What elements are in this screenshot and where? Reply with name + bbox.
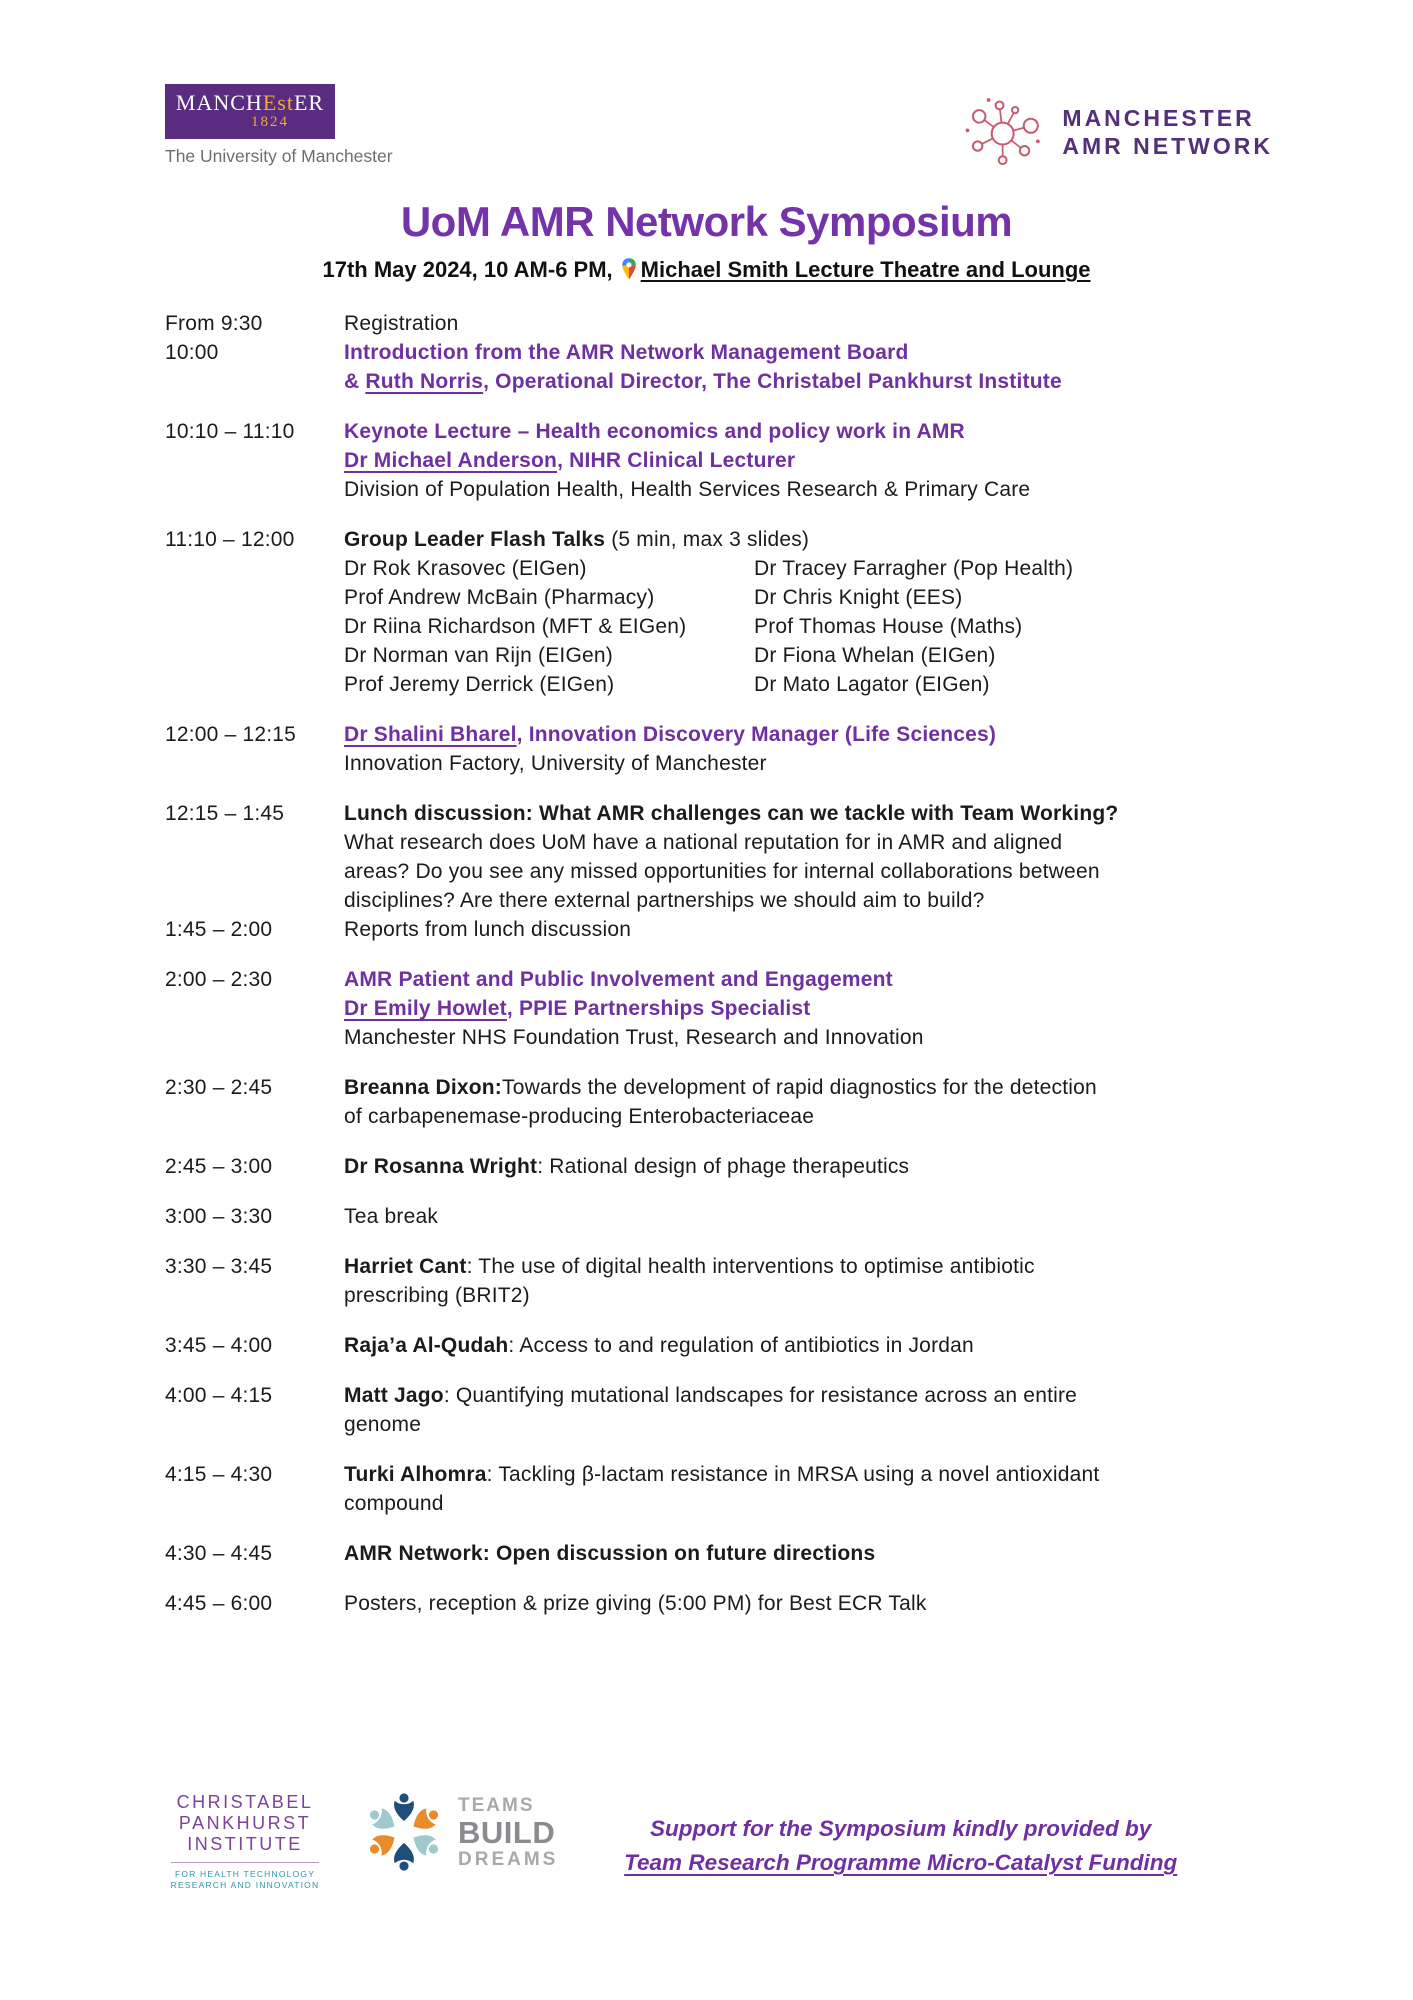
- uom-year: 1824: [251, 114, 289, 130]
- session-text: Innovation Factory, University of Manchester: [344, 752, 767, 775]
- session-text: of carbapenemase-producing Enterobacteriaceae: [344, 1105, 815, 1128]
- session-line: [344, 309, 1234, 338]
- session-text: Manchester NHS Foundation Trust, Research and Innovation: [344, 1026, 924, 1049]
- schedule-row: [165, 915, 1273, 944]
- flash-talks-column: [344, 554, 754, 699]
- session-text: Dr Rosanna Wright: [344, 1155, 538, 1178]
- session-details: [344, 720, 1234, 778]
- session-details: [344, 525, 1234, 699]
- schedule-row: [165, 1252, 1273, 1310]
- amr-wordmark-line2: AMR NETWORK: [1062, 133, 1273, 159]
- session-text: Towards the development of rapid diagnostics for the detection: [502, 1076, 1097, 1099]
- time-slot: 12:00 – 12:15: [165, 723, 297, 746]
- schedule-row: [165, 1202, 1273, 1231]
- time-slot: 11:10 – 12:00: [165, 528, 295, 551]
- session-details: [344, 1152, 1234, 1181]
- amr-network-wordmark: [1062, 104, 1273, 160]
- flash-talk-speaker: Dr Chris Knight (EES): [754, 586, 963, 609]
- session-line: [344, 475, 1234, 504]
- session-text: , NIHR Clinical Lecturer: [557, 449, 796, 472]
- funding-text: Support for the Symposium kindly provided by: [650, 1816, 1152, 1841]
- flash-talk-speaker: Prof Andrew McBain (Pharmacy): [344, 586, 655, 609]
- schedule: [165, 309, 1273, 1618]
- session-line: [344, 1589, 1234, 1618]
- christabel-pankhurst-institute-logo: [150, 1792, 340, 1891]
- session-text: Matt Jago: [344, 1384, 444, 1407]
- session-details: [344, 1381, 1234, 1439]
- session-text: Lunch discussion: What AMR challenges can we tackle with Team Working?: [344, 802, 1119, 825]
- manchester-amr-network-logo: [962, 92, 1273, 172]
- tbd-word-build: BUILD: [458, 1814, 556, 1850]
- session-details: [344, 1073, 1234, 1131]
- session-line: [344, 446, 1234, 475]
- session-line: [344, 828, 1234, 857]
- session-text: (5 min, max 3 slides): [605, 528, 810, 551]
- session-line: [344, 338, 1234, 367]
- session-text: prescribing (BRIT2): [344, 1284, 530, 1307]
- time-slot: 3:00 – 3:30: [165, 1205, 273, 1228]
- session-text: compound: [344, 1492, 444, 1515]
- session-text: Breanna Dixon:: [344, 1076, 502, 1099]
- time-slot: From 9:30: [165, 312, 263, 335]
- cpi-wordmark: [150, 1792, 340, 1855]
- session-text: AMR Patient and Public Involvement and Engagement: [344, 968, 893, 991]
- session-text: , Innovation Discovery Manager (Life Sciences): [516, 723, 997, 746]
- schedule-row: [165, 525, 1273, 699]
- session-text: Reports from lunch discussion: [344, 918, 632, 941]
- session-text: : Tackling β-lactam resistance in MRSA using a novel antioxidant: [486, 1463, 1100, 1486]
- time-slot: 2:45 – 3:00: [165, 1155, 273, 1178]
- flash-talk-speaker: Dr Norman van Rijn (EIGen): [344, 644, 613, 667]
- time-slot: 2:30 – 2:45: [165, 1076, 273, 1099]
- session-line: [344, 1489, 1234, 1518]
- session-details: [344, 309, 1234, 338]
- time-slot: 10:00: [165, 341, 219, 364]
- molecule-network-icon: [962, 92, 1048, 172]
- speaker-link[interactable]: Dr Michael Anderson: [344, 449, 558, 472]
- flash-talk-speaker: Dr Mato Lagator (EIGen): [754, 673, 990, 696]
- session-text: genome: [344, 1413, 422, 1436]
- flash-talk-speaker: Dr Riina Richardson (MFT & EIGen): [344, 615, 687, 638]
- cpi-line3: INSTITUTE: [187, 1834, 303, 1854]
- session-line: [344, 749, 1234, 778]
- session-line: [344, 857, 1234, 886]
- uom-wordmark-post: ER: [293, 90, 325, 115]
- location-link[interactable]: Michael Smith Lecture Theatre and Lounge: [640, 257, 1091, 282]
- schedule-row: [165, 1381, 1273, 1439]
- session-details: [344, 1252, 1234, 1310]
- schedule-row: [165, 1589, 1273, 1618]
- time-slot: 1:45 – 2:00: [165, 918, 273, 941]
- teams-build-dreams-logo: [358, 1786, 558, 1878]
- session-details: [344, 965, 1234, 1052]
- session-text: Tea break: [344, 1205, 439, 1228]
- session-line: [344, 915, 1234, 944]
- uom-wordmark-est: Est: [262, 90, 294, 115]
- cpi-line1: CHRISTABEL: [176, 1792, 314, 1812]
- session-text: : Quantifying mutational landscapes for resistance across an entire: [443, 1384, 1078, 1407]
- flash-talk-speaker: Prof Thomas House (Maths): [754, 615, 1023, 638]
- session-line: [344, 886, 1234, 915]
- session-line: [344, 1281, 1234, 1310]
- session-text: Division of Population Health, Health Services Research & Primary Care: [344, 478, 1031, 501]
- schedule-row: [165, 309, 1273, 338]
- funding-acknowledgement: [558, 1812, 1283, 1880]
- schedule-row: [165, 417, 1273, 504]
- event-datetime: 17th May 2024, 10 AM-6 PM,: [322, 257, 613, 282]
- university-of-manchester-logo: [165, 84, 393, 167]
- session-line: [344, 417, 1234, 446]
- amr-wordmark-line1: MANCHESTER: [1062, 105, 1255, 131]
- flash-talk-speaker: Dr Tracey Farragher (Pop Health): [754, 557, 1074, 580]
- uom-logo-box: [165, 84, 335, 139]
- session-text: Harriet Cant: [344, 1255, 467, 1278]
- session-line: [344, 1410, 1234, 1439]
- header-logos: [0, 0, 1413, 172]
- cpi-subtitle: [150, 1869, 340, 1891]
- page-title: UoM AMR Network Symposium: [400, 198, 1013, 245]
- session-line: [344, 720, 1234, 749]
- speaker-link[interactable]: Dr Emily Howlet: [344, 997, 507, 1020]
- session-text: AMR Network: Open discussion on future directions: [344, 1542, 876, 1565]
- time-slot: 3:30 – 3:45: [165, 1255, 273, 1278]
- session-text: : Access to and regulation of antibiotics in Jordan: [508, 1334, 974, 1357]
- cpi-subtitle-line2: RESEARCH AND INNOVATION: [170, 1880, 320, 1890]
- uom-wordmark-pre: MANCH: [175, 90, 263, 115]
- session-text: disciplines? Are there external partnerships we should aim to build?: [344, 889, 985, 912]
- schedule-row: [165, 1460, 1273, 1518]
- session-text: : The use of digital health interventions to optimise antibiotic: [466, 1255, 1035, 1278]
- funding-link[interactable]: Team Research Programme Micro-Catalyst Funding: [624, 1850, 1178, 1875]
- speaker-link[interactable]: Dr Shalini Bharel: [344, 723, 517, 746]
- time-slot: 4:15 – 4:30: [165, 1463, 273, 1486]
- session-text: &: [344, 370, 366, 393]
- session-details: [344, 915, 1234, 944]
- tbd-word-dreams: DREAMS: [458, 1848, 559, 1870]
- session-line: [344, 1252, 1234, 1281]
- schedule-row: [165, 799, 1273, 915]
- time-slot: 3:45 – 4:00: [165, 1334, 273, 1357]
- teams-build-dreams-icon: [358, 1786, 450, 1878]
- schedule-row: [165, 1331, 1273, 1360]
- session-details: [344, 799, 1234, 915]
- time-slot: 4:00 – 4:15: [165, 1384, 273, 1407]
- session-line: [344, 1202, 1234, 1231]
- time-slot: 2:00 – 2:30: [165, 968, 273, 991]
- session-text: , Operational Director, The Christabel Pankhurst Institute: [483, 370, 1062, 393]
- schedule-row: [165, 338, 1273, 396]
- uom-tagline: The University of Manchester: [165, 146, 393, 166]
- schedule-row: [165, 965, 1273, 1052]
- session-text: Registration: [344, 312, 459, 335]
- session-line: [344, 1460, 1234, 1489]
- session-line: [344, 1381, 1234, 1410]
- location-pin-icon: [619, 256, 639, 282]
- session-text: , PPIE Partnerships Specialist: [506, 997, 811, 1020]
- session-text: Keynote Lecture – Health economics and policy work in AMR: [344, 420, 965, 443]
- session-text: Introduction from the AMR Network Management Board: [344, 341, 909, 364]
- session-text: Posters, reception & prize giving (5:00 PM) for Best ECR Talk: [344, 1592, 927, 1615]
- session-text: Raja’a Al-Qudah: [344, 1334, 509, 1357]
- session-details: [344, 1539, 1234, 1568]
- schedule-row: [165, 1073, 1273, 1131]
- session-details: [344, 338, 1234, 396]
- uom-wordmark: [176, 92, 324, 114]
- session-line: [344, 965, 1234, 994]
- session-text: Turki Alhomra: [344, 1463, 487, 1486]
- session-line: [344, 367, 1234, 396]
- session-text: areas? Do you see any missed opportunities for internal collaborations between: [344, 860, 1100, 883]
- session-details: [344, 417, 1234, 504]
- session-details: [344, 1331, 1234, 1360]
- time-slot: 4:45 – 6:00: [165, 1592, 273, 1615]
- time-slot: 10:10 – 11:10: [165, 420, 295, 443]
- session-details: [344, 1202, 1234, 1231]
- session-details: [344, 1589, 1234, 1618]
- session-line: [344, 1331, 1234, 1360]
- event-datetime-location: [0, 256, 1413, 283]
- cpi-subtitle-line1: FOR HEALTH TECHNOLOGY: [174, 1869, 316, 1879]
- time-slot: 12:15 – 1:45: [165, 802, 285, 825]
- tbd-word-teams: TEAMS: [458, 1794, 535, 1816]
- schedule-row: [165, 720, 1273, 778]
- session-line: [344, 1102, 1234, 1131]
- cpi-line2: PANKHURST: [178, 1813, 312, 1833]
- session-line: [344, 525, 1234, 554]
- flash-talk-speaker: Prof Jeremy Derrick (EIGen): [344, 673, 615, 696]
- session-details: [344, 1460, 1234, 1518]
- session-line: [344, 799, 1234, 828]
- schedule-row: [165, 1539, 1273, 1568]
- session-text: Group Leader Flash Talks: [344, 528, 606, 551]
- session-text: : Rational design of phage therapeutics: [537, 1155, 910, 1178]
- session-line: [344, 1073, 1234, 1102]
- tbd-wordmark: [458, 1796, 558, 1869]
- session-line: [344, 1539, 1234, 1568]
- time-slot: 4:30 – 4:45: [165, 1542, 273, 1565]
- flash-talk-speaker: Dr Rok Krasovec (EIGen): [344, 557, 587, 580]
- schedule-row: [165, 1152, 1273, 1181]
- session-text: What research does UoM have a national reputation for in AMR and aligned: [344, 831, 1063, 854]
- speaker-link[interactable]: Ruth Norris: [365, 370, 484, 393]
- footer: [150, 1786, 1283, 1891]
- flash-talk-speaker: Dr Fiona Whelan (EIGen): [754, 644, 996, 667]
- session-line: [344, 1023, 1234, 1052]
- flash-talks-column: [754, 554, 1234, 699]
- flash-talks-columns: [344, 554, 1234, 699]
- cpi-divider: [171, 1862, 319, 1863]
- session-line: [344, 994, 1234, 1023]
- session-line: [344, 1152, 1234, 1181]
